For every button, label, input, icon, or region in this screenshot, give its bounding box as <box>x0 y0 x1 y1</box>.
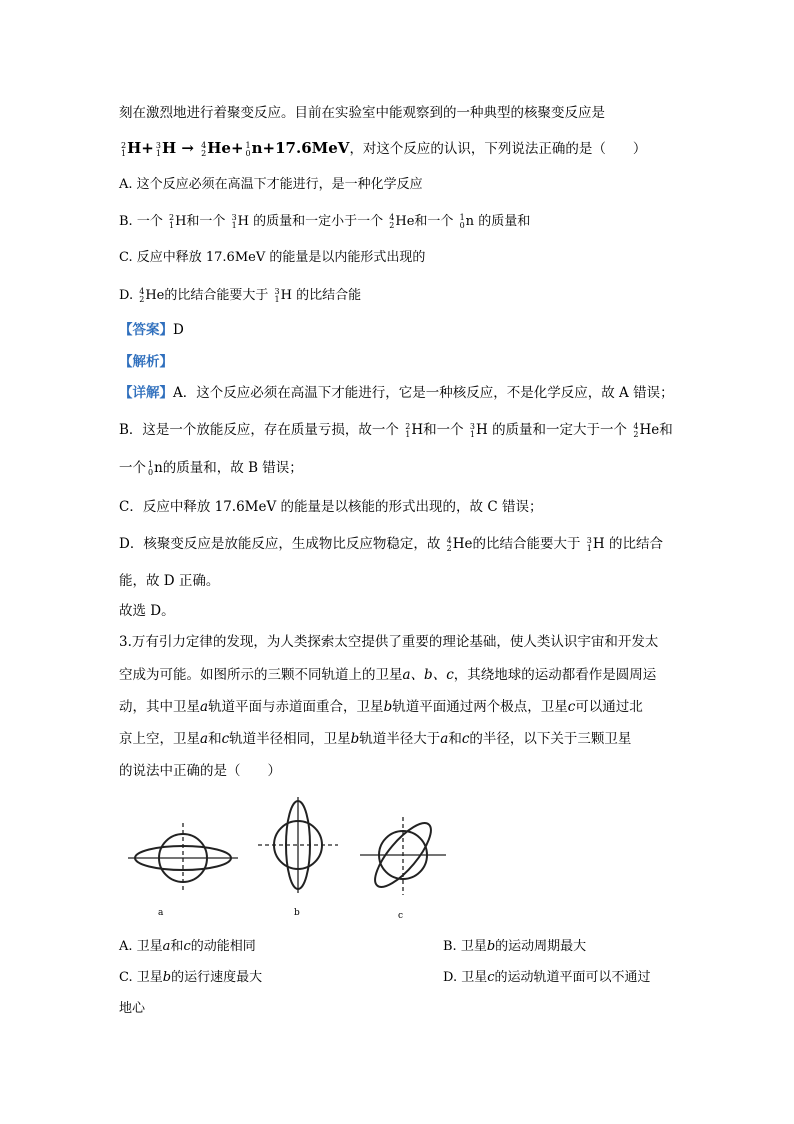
figure-label-b: b <box>294 908 300 918</box>
orbit-diagram-a <box>128 823 238 893</box>
detail-c: C．反应中释放 17.6MeV 的能量是以核能的形式出现的，故 C 错误； <box>119 499 543 515</box>
detail-b-cont: 一个 1 0 n的质量和，故 B 错误； <box>119 459 303 477</box>
isotope-n1: 1 0 <box>245 140 251 158</box>
fusion-equation: 2 1 H+ 3 1 H → 4 2 He+ 1 0 n+17.6MeV，对这个反应的认识，下列说法正确的是（ ） <box>121 139 647 158</box>
q3-option-a: A. 卫星a和c的动能相同 <box>119 939 256 954</box>
q2-option-d: D. 4 2 He的比结合能要大于 3 1 H 的比结合能 <box>119 286 362 304</box>
q3-line-5: 的说法中正确的是（ ） <box>119 763 281 779</box>
analysis-tag: 【解析】 <box>119 354 173 370</box>
q3-option-d-cont: 地心 <box>119 1001 146 1016</box>
intro-line: 刻在激烈地进行着聚变反应。目前在实验室中能观察到的一种典型的核聚变反应是 <box>119 105 605 121</box>
arrow-icon: → <box>176 139 200 157</box>
isotope-h3: 3 1 <box>155 140 161 158</box>
answer-line <box>119 320 184 340</box>
detail-d: D．核聚变反应是放能反应，生成物比反应物稳定，故 4 2 He的比结合能要大于 3 1 H 的比结合 <box>119 535 663 553</box>
q2-option-b: B. 一个 2 1 H和一个 3 1 H 的质量和一定小于一个 4 2 He和一个 1 0 n 的质量和 <box>119 212 531 230</box>
orbit-diagram-b <box>258 797 338 893</box>
figure-label-a: a <box>158 908 164 918</box>
q3-line-1: 3.万有引力定律的发现，为人类探索太空提供了重要的理论基础，使人类认识宇宙和开发太 <box>119 634 659 650</box>
q3-option-d: D. 卫星c的运动轨道平面可以不通过 <box>443 970 651 985</box>
q3-line-4: 京上空，卫星a和c轨道半径相同，卫星b轨道半径大于a和c的半径，以下关于三颗卫星 <box>119 731 632 747</box>
answer-value: D <box>173 322 184 338</box>
q2-option-c: C. 反应中释放 17.6MeV 的能量是以内能形式出现的 <box>119 250 426 265</box>
figure-label-c: c <box>398 911 404 920</box>
q2-option-a: A. 这个反应必须在高温下才能进行，是一种化学反应 <box>119 177 423 192</box>
orbit-diagram-c <box>360 815 446 895</box>
detail-b: B．这是一个放能反应，存在质量亏损，故一个 2 1 H和一个 3 1 H 的质量和一定大于一个 4 2 He和 <box>119 421 673 439</box>
q3-option-b: B. 卫星b的运动周期最大 <box>443 939 587 954</box>
detail-conclusion: 故选 D。 <box>119 603 175 619</box>
detail-a: 【详解】A．这个反应必须在高温下才能进行，它是一种核反应，不是化学反应，故 A 错误； <box>119 385 674 401</box>
isotope-he4: 4 2 <box>201 140 207 158</box>
detail-tag: 【详解】 <box>119 385 173 401</box>
q3-line-2: 空成为可能。如图所示的三颗不同轨道上的卫星a、b、c，其绕地球的运动都看作是圆周运 <box>119 667 657 683</box>
detail-d-cont: 能，故 D 正确。 <box>119 573 220 589</box>
q3-line-3: 动，其中卫星a轨道平面与赤道面重合，卫星b轨道平面通过两个极点，卫星c可以通过北 <box>119 699 643 715</box>
q3-option-c: C. 卫星b的运行速度最大 <box>119 970 263 985</box>
isotope-h2: 2 1 <box>121 140 127 158</box>
satellite-orbit-figure <box>128 795 448 920</box>
answer-tag: 【答案】 <box>119 322 173 338</box>
